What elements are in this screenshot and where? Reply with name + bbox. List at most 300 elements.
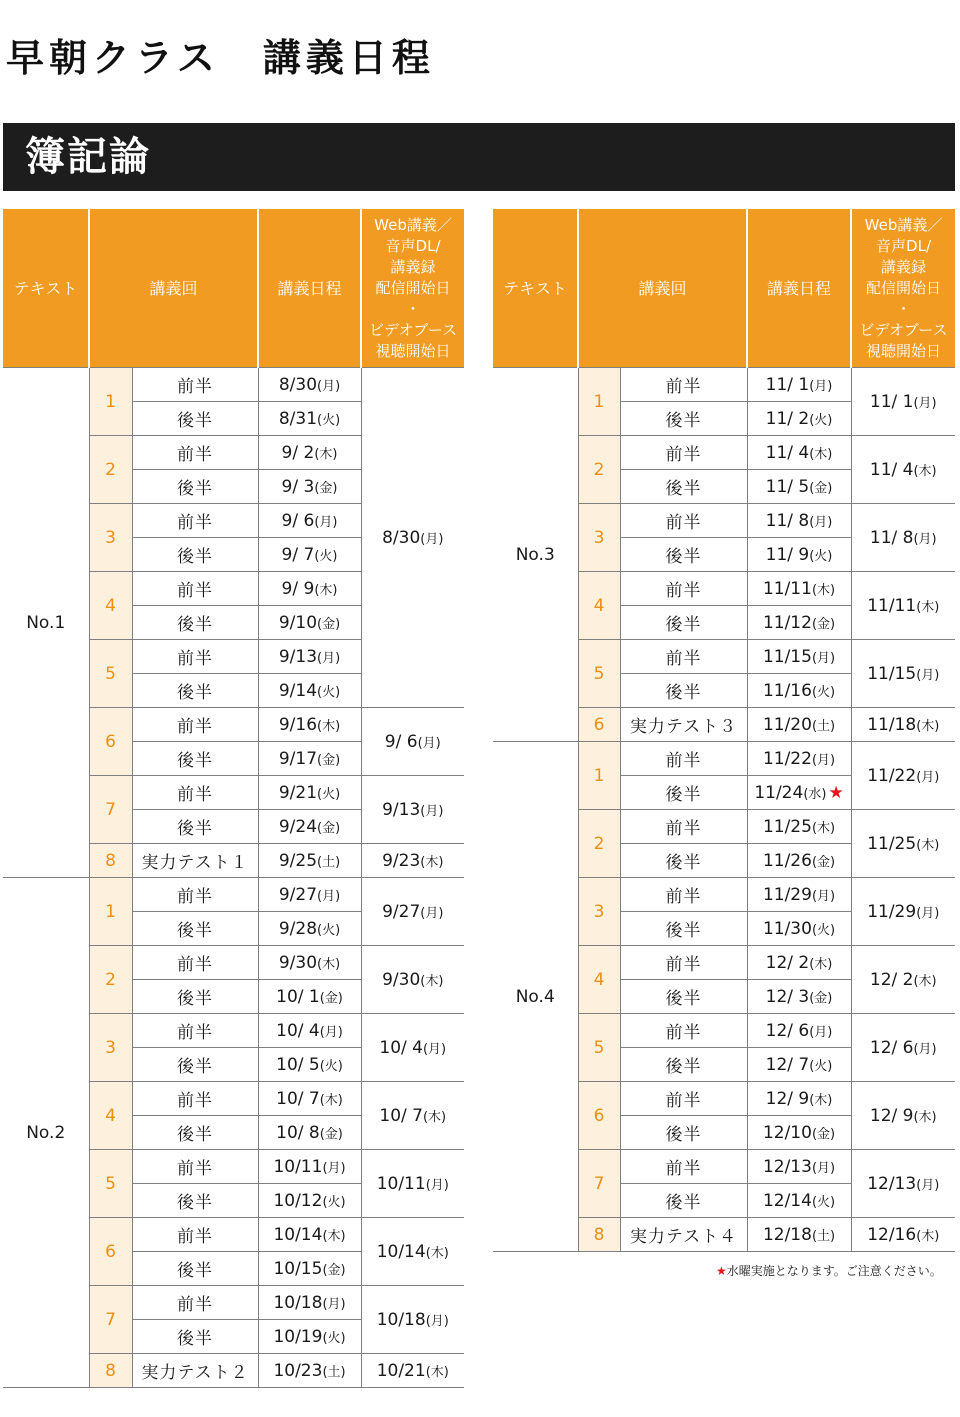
subject-banner bbox=[3, 123, 955, 191]
date-value: 8/30 bbox=[278, 374, 318, 395]
weekday: (木) bbox=[916, 599, 940, 615]
lecture-number: 2 bbox=[89, 946, 132, 1014]
table-row bbox=[3, 878, 464, 912]
lecture-number: 2 bbox=[578, 810, 620, 878]
star-icon: ★ bbox=[828, 782, 844, 803]
weekday: (木) bbox=[913, 1109, 937, 1125]
lecture-date bbox=[258, 1354, 361, 1388]
weekday: (火) bbox=[319, 1058, 343, 1074]
header-start-line: ビデオブース bbox=[859, 320, 948, 339]
lecture-number: 4 bbox=[578, 572, 620, 640]
weekday: (月) bbox=[319, 1024, 343, 1040]
weekday: (月) bbox=[811, 650, 836, 666]
start-date-value: 11/ 1 bbox=[869, 391, 914, 412]
delivery-start-date bbox=[851, 640, 955, 708]
lecture-date bbox=[747, 1184, 851, 1218]
lecture-date bbox=[258, 1252, 361, 1286]
lecture-part: 後半 bbox=[132, 674, 258, 708]
table-row bbox=[493, 742, 955, 776]
lecture-date bbox=[258, 368, 361, 402]
start-date-value: 10/18 bbox=[376, 1309, 426, 1330]
date-value: 12/10 bbox=[762, 1122, 812, 1143]
weekday: (月) bbox=[811, 752, 836, 768]
delivery-start-date bbox=[851, 1218, 955, 1252]
date-value: 10/ 1 bbox=[276, 986, 320, 1007]
start-date-value: 9/13 bbox=[382, 799, 421, 820]
lecture-date bbox=[258, 1184, 361, 1218]
lecture-part: 前半 bbox=[132, 640, 258, 674]
date-value: 11/25 bbox=[762, 816, 812, 837]
lecture-date bbox=[258, 708, 361, 742]
header-lecture: 講義回 bbox=[578, 209, 747, 368]
lecture-date bbox=[747, 946, 851, 980]
lecture-part: 前半 bbox=[620, 810, 747, 844]
date-value: 9/21 bbox=[278, 782, 318, 803]
weekday: (月) bbox=[322, 1296, 346, 1312]
start-date-value: 10/ 7 bbox=[379, 1105, 423, 1126]
weekday: (火) bbox=[811, 684, 836, 700]
delivery-start-date bbox=[361, 1014, 464, 1082]
weekday: (木) bbox=[422, 1109, 447, 1125]
date-value: 9/27 bbox=[278, 884, 318, 905]
lecture-number: 3 bbox=[578, 504, 620, 572]
delivery-start-date bbox=[361, 776, 464, 844]
start-date-value: 11/15 bbox=[867, 663, 917, 684]
lecture-number: 8 bbox=[89, 1354, 132, 1388]
lecture-number: 6 bbox=[578, 708, 620, 742]
weekday: (月) bbox=[809, 514, 833, 530]
lecture-part: 前半 bbox=[620, 640, 747, 674]
weekday: (火) bbox=[811, 922, 836, 938]
lecture-part: 後半 bbox=[132, 1320, 258, 1354]
lecture-date bbox=[747, 1048, 851, 1082]
lecture-number: 2 bbox=[578, 436, 620, 504]
date-value: 10/ 4 bbox=[276, 1020, 320, 1041]
lecture-date bbox=[258, 470, 361, 504]
lecture-number: 3 bbox=[89, 1014, 132, 1082]
text-label: No.1 bbox=[3, 368, 89, 878]
weekday: (月) bbox=[916, 1177, 940, 1193]
schedule-table-left bbox=[3, 209, 464, 1388]
delivery-start-date bbox=[361, 946, 464, 1014]
date-value: 12/ 6 bbox=[765, 1020, 810, 1041]
start-date-value: 9/30 bbox=[382, 969, 421, 990]
lecture-date bbox=[258, 1014, 361, 1048]
lecture-part: 前半 bbox=[132, 708, 258, 742]
lecture-part: 後半 bbox=[132, 1252, 258, 1286]
weekday: (金) bbox=[811, 1126, 836, 1142]
weekday: (土) bbox=[811, 1228, 836, 1244]
weekday: (土) bbox=[811, 718, 836, 734]
header-date: 講義日程 bbox=[258, 209, 361, 368]
weekday: (火) bbox=[317, 922, 341, 938]
header-start-line: 配信開始日 bbox=[375, 278, 451, 297]
lecture-date bbox=[258, 1150, 361, 1184]
page-title: 早朝クラス 講義日程 bbox=[6, 36, 435, 80]
lecture-date bbox=[747, 606, 851, 640]
lecture-date bbox=[258, 504, 361, 538]
lecture-date bbox=[747, 708, 851, 742]
delivery-start-date bbox=[851, 810, 955, 878]
date-value: 12/ 3 bbox=[765, 986, 810, 1007]
lecture-part: 後半 bbox=[132, 1116, 258, 1150]
lecture-number: 6 bbox=[578, 1082, 620, 1150]
lecture-part: 前半 bbox=[132, 1082, 258, 1116]
lecture-date bbox=[258, 810, 361, 844]
delivery-start-date bbox=[851, 708, 955, 742]
delivery-start-date bbox=[851, 436, 955, 504]
weekday: (月) bbox=[322, 1160, 346, 1176]
lecture-part: 前半 bbox=[132, 1014, 258, 1048]
lecture-part: 後半 bbox=[620, 844, 747, 878]
header-row bbox=[3, 209, 464, 368]
lecture-part: 後半 bbox=[620, 538, 747, 572]
start-date-value: 10/21 bbox=[376, 1360, 426, 1381]
weekday: (火) bbox=[314, 548, 338, 564]
date-value: 11/30 bbox=[762, 918, 812, 939]
weekday: (金) bbox=[811, 854, 836, 870]
weekday: (月) bbox=[420, 531, 444, 547]
header-start-line: ・ bbox=[896, 299, 912, 318]
lecture-date bbox=[258, 946, 361, 980]
lecture-part: 後半 bbox=[132, 402, 258, 436]
weekday: (月) bbox=[317, 378, 341, 394]
lecture-number: 6 bbox=[89, 708, 132, 776]
lecture-part: 後半 bbox=[620, 1116, 747, 1150]
start-date-value: 9/ 6 bbox=[384, 731, 418, 752]
lecture-part: 前半 bbox=[132, 776, 258, 810]
lecture-date bbox=[258, 1320, 361, 1354]
date-value: 11/24 bbox=[754, 782, 804, 803]
lecture-date bbox=[747, 912, 851, 946]
date-value: 10/19 bbox=[273, 1326, 323, 1347]
header-row bbox=[493, 209, 955, 368]
date-value: 11/ 8 bbox=[765, 510, 810, 531]
lecture-part: 前半 bbox=[620, 878, 747, 912]
start-date-value: 10/11 bbox=[376, 1173, 426, 1194]
lecture-part: 後半 bbox=[132, 980, 258, 1014]
start-date-value: 11/29 bbox=[867, 901, 917, 922]
date-value: 9/24 bbox=[278, 816, 318, 837]
weekday: (月) bbox=[916, 769, 940, 785]
lecture-date bbox=[258, 1286, 361, 1320]
lecture-part: 後半 bbox=[620, 1048, 747, 1082]
weekday: (火) bbox=[322, 1330, 346, 1346]
lecture-number: 3 bbox=[578, 878, 620, 946]
weekday: (金) bbox=[317, 616, 341, 632]
lecture-date bbox=[747, 674, 851, 708]
lecture-number: 7 bbox=[89, 1286, 132, 1354]
lecture-part: 後半 bbox=[620, 776, 747, 810]
weekday: (金) bbox=[322, 1262, 346, 1278]
header-text: テキスト bbox=[3, 209, 89, 368]
weekday: (月) bbox=[317, 888, 341, 904]
lecture-part: 前半 bbox=[132, 1286, 258, 1320]
weekday: (木) bbox=[913, 463, 937, 479]
delivery-start-date bbox=[851, 1014, 955, 1082]
header-start-line: ・ bbox=[405, 299, 421, 318]
lecture-date bbox=[747, 470, 851, 504]
delivery-start-date bbox=[361, 844, 464, 878]
lecture-date bbox=[258, 640, 361, 674]
lecture-date bbox=[747, 1150, 851, 1184]
date-value: 9/ 3 bbox=[281, 476, 315, 497]
header-start bbox=[361, 209, 464, 368]
date-value: 12/ 2 bbox=[765, 952, 810, 973]
lecture-date bbox=[747, 878, 851, 912]
start-date-value: 12/ 9 bbox=[869, 1105, 914, 1126]
date-value: 9/25 bbox=[278, 850, 318, 871]
lecture-date bbox=[258, 674, 361, 708]
lecture-part: 後半 bbox=[132, 1048, 258, 1082]
lecture-part: 前半 bbox=[132, 1150, 258, 1184]
weekday: (木) bbox=[314, 446, 338, 462]
start-date-value: 11/ 8 bbox=[869, 527, 914, 548]
date-value: 8/31 bbox=[278, 408, 318, 429]
weekday: (火) bbox=[809, 1058, 833, 1074]
weekday: (木) bbox=[811, 582, 836, 598]
delivery-start-date bbox=[851, 1150, 955, 1218]
lecture-date bbox=[747, 810, 851, 844]
date-value: 10/ 7 bbox=[276, 1088, 320, 1109]
lecture-number: 5 bbox=[89, 640, 132, 708]
lecture-part: 実力テスト４ bbox=[620, 1218, 747, 1252]
text-label: No.4 bbox=[493, 742, 578, 1252]
weekday: (月) bbox=[314, 514, 338, 530]
lecture-part: 前半 bbox=[620, 368, 747, 402]
lecture-number: 7 bbox=[89, 776, 132, 844]
weekday: (火) bbox=[317, 412, 341, 428]
date-value: 9/14 bbox=[278, 680, 318, 701]
lecture-date bbox=[258, 1116, 361, 1150]
lecture-date bbox=[747, 368, 851, 402]
date-value: 11/ 1 bbox=[765, 374, 810, 395]
date-value: 10/15 bbox=[273, 1258, 323, 1279]
lecture-part: 前半 bbox=[620, 504, 747, 538]
weekday: (木) bbox=[809, 446, 833, 462]
lecture-part: 実力テスト２ bbox=[132, 1354, 258, 1388]
date-value: 9/28 bbox=[278, 918, 318, 939]
lecture-date bbox=[258, 538, 361, 572]
weekday: (火) bbox=[317, 684, 341, 700]
weekday: (月) bbox=[422, 1041, 447, 1057]
header-start-line: Web講義／ bbox=[864, 215, 943, 234]
lecture-part: 後半 bbox=[620, 402, 747, 436]
lecture-date bbox=[258, 980, 361, 1014]
lecture-number: 5 bbox=[578, 1014, 620, 1082]
lecture-part: 後半 bbox=[132, 912, 258, 946]
lecture-number: 3 bbox=[89, 504, 132, 572]
weekday: (金) bbox=[809, 480, 833, 496]
date-value: 12/ 9 bbox=[765, 1088, 810, 1109]
date-value: 10/23 bbox=[273, 1360, 323, 1381]
footnote-text: 水曜実施となります。ご注意ください。 bbox=[726, 1264, 942, 1278]
weekday: (木) bbox=[916, 718, 940, 734]
weekday: (火) bbox=[809, 548, 833, 564]
lecture-part: 後半 bbox=[620, 912, 747, 946]
date-value: 11/11 bbox=[762, 578, 812, 599]
lecture-part: 前半 bbox=[132, 436, 258, 470]
lecture-date bbox=[747, 776, 851, 810]
lecture-date bbox=[258, 1218, 361, 1252]
weekday: (木) bbox=[322, 1228, 346, 1244]
start-date-value: 12/13 bbox=[867, 1173, 917, 1194]
lecture-date bbox=[747, 980, 851, 1014]
date-value: 11/22 bbox=[762, 748, 812, 769]
start-date-value: 11/22 bbox=[867, 765, 917, 786]
date-value: 9/ 9 bbox=[281, 578, 315, 599]
weekday: (月) bbox=[916, 667, 940, 683]
delivery-start-date bbox=[361, 1150, 464, 1218]
lecture-date bbox=[258, 878, 361, 912]
delivery-start-date bbox=[361, 1218, 464, 1286]
lecture-number: 1 bbox=[89, 368, 132, 436]
date-value: 11/ 5 bbox=[765, 476, 810, 497]
lecture-number: 8 bbox=[89, 844, 132, 878]
lecture-part: 前半 bbox=[620, 946, 747, 980]
start-date-value: 9/23 bbox=[382, 850, 421, 871]
lecture-part: 後半 bbox=[620, 470, 747, 504]
weekday: (金) bbox=[317, 820, 341, 836]
date-value: 12/18 bbox=[762, 1224, 812, 1245]
lecture-date bbox=[747, 504, 851, 538]
lecture-part: 後半 bbox=[620, 674, 747, 708]
weekday: (金) bbox=[319, 1126, 343, 1142]
lecture-date bbox=[258, 1048, 361, 1082]
weekday: (木) bbox=[314, 582, 338, 598]
weekday: (月) bbox=[317, 650, 341, 666]
header-date: 講義日程 bbox=[747, 209, 851, 368]
weekday: (金) bbox=[317, 752, 341, 768]
date-value: 9/17 bbox=[278, 748, 318, 769]
lecture-date bbox=[747, 572, 851, 606]
lecture-part: 後半 bbox=[620, 1184, 747, 1218]
date-value: 10/12 bbox=[273, 1190, 323, 1211]
weekday: (木) bbox=[420, 973, 444, 989]
date-value: 9/10 bbox=[278, 612, 318, 633]
lecture-part: 前半 bbox=[132, 1218, 258, 1252]
delivery-start-date bbox=[851, 1082, 955, 1150]
lecture-date bbox=[747, 1218, 851, 1252]
header-start-line: 視聴開始日 bbox=[866, 341, 942, 360]
lecture-part: 後半 bbox=[132, 538, 258, 572]
weekday: (木) bbox=[425, 1364, 449, 1380]
start-date-value: 12/ 2 bbox=[869, 969, 914, 990]
weekday: (月) bbox=[913, 1041, 937, 1057]
lecture-part: 後半 bbox=[132, 606, 258, 640]
weekday: (金) bbox=[314, 480, 338, 496]
weekday: (木) bbox=[319, 1092, 343, 1108]
date-value: 9/ 6 bbox=[281, 510, 315, 531]
delivery-start-date bbox=[851, 572, 955, 640]
weekday: (木) bbox=[811, 820, 836, 836]
header-start-line: 講義録 bbox=[881, 257, 927, 276]
footnote bbox=[716, 1262, 942, 1279]
weekday: (月) bbox=[809, 378, 833, 394]
text-label: No.2 bbox=[3, 878, 89, 1388]
lecture-number: 1 bbox=[578, 368, 620, 436]
lecture-date bbox=[747, 436, 851, 470]
weekday: (月) bbox=[913, 531, 937, 547]
weekday: (木) bbox=[916, 837, 940, 853]
delivery-start-date bbox=[851, 946, 955, 1014]
date-value: 10/18 bbox=[273, 1292, 323, 1313]
lecture-part: 前半 bbox=[132, 946, 258, 980]
table-row bbox=[3, 368, 464, 402]
date-value: 10/ 8 bbox=[276, 1122, 320, 1143]
lecture-part: 前半 bbox=[620, 742, 747, 776]
lecture-date bbox=[258, 776, 361, 810]
lecture-number: 4 bbox=[89, 572, 132, 640]
subject-title: 簿記論 bbox=[25, 134, 151, 180]
start-date-value: 10/14 bbox=[376, 1241, 426, 1262]
header-start bbox=[851, 209, 955, 368]
lecture-date bbox=[747, 640, 851, 674]
lecture-part: 前半 bbox=[132, 368, 258, 402]
delivery-start-date bbox=[851, 504, 955, 572]
delivery-start-date bbox=[361, 708, 464, 776]
weekday: (金) bbox=[319, 990, 343, 1006]
weekday: (木) bbox=[317, 956, 341, 972]
lecture-date bbox=[747, 538, 851, 572]
star-icon: ★ bbox=[716, 1264, 727, 1278]
weekday: (木) bbox=[809, 1092, 833, 1108]
weekday: (木) bbox=[317, 718, 341, 734]
lecture-number: 1 bbox=[578, 742, 620, 810]
lecture-number: 4 bbox=[89, 1082, 132, 1150]
lecture-part: 後半 bbox=[132, 810, 258, 844]
weekday: (木) bbox=[420, 854, 444, 870]
weekday: (月) bbox=[811, 888, 836, 904]
delivery-start-date bbox=[361, 368, 464, 708]
date-value: 11/ 4 bbox=[765, 442, 810, 463]
date-value: 11/ 2 bbox=[765, 408, 810, 429]
start-date-value: 8/30 bbox=[382, 527, 421, 548]
weekday: (木) bbox=[809, 956, 833, 972]
lecture-date bbox=[258, 436, 361, 470]
start-date-value: 9/27 bbox=[382, 901, 421, 922]
text-label: No.3 bbox=[493, 368, 578, 742]
header-start-line: ビデオブース bbox=[368, 320, 458, 339]
weekday: (月) bbox=[809, 1024, 833, 1040]
weekday: (土) bbox=[317, 854, 341, 870]
date-value: 11/20 bbox=[762, 714, 812, 735]
lecture-date bbox=[258, 1082, 361, 1116]
lecture-date bbox=[258, 742, 361, 776]
date-value: 11/16 bbox=[762, 680, 812, 701]
date-value: 10/ 5 bbox=[276, 1054, 320, 1075]
weekday: (土) bbox=[322, 1364, 346, 1380]
weekday: (月) bbox=[916, 905, 940, 921]
delivery-start-date bbox=[851, 742, 955, 810]
weekday: (火) bbox=[809, 412, 833, 428]
lecture-part: 前半 bbox=[132, 878, 258, 912]
lecture-date bbox=[747, 402, 851, 436]
date-value: 9/30 bbox=[278, 952, 318, 973]
weekday: (火) bbox=[317, 786, 341, 802]
header-text: テキスト bbox=[493, 209, 578, 368]
start-date-value: 11/25 bbox=[867, 833, 917, 854]
schedule-table-right bbox=[493, 209, 955, 1252]
start-date-value: 10/ 4 bbox=[379, 1037, 423, 1058]
lecture-number: 2 bbox=[89, 436, 132, 504]
weekday: (月) bbox=[913, 395, 937, 411]
date-value: 11/12 bbox=[762, 612, 812, 633]
lecture-date bbox=[258, 606, 361, 640]
lecture-part: 前半 bbox=[620, 1082, 747, 1116]
weekday: (月) bbox=[811, 1160, 836, 1176]
delivery-start-date bbox=[851, 878, 955, 946]
